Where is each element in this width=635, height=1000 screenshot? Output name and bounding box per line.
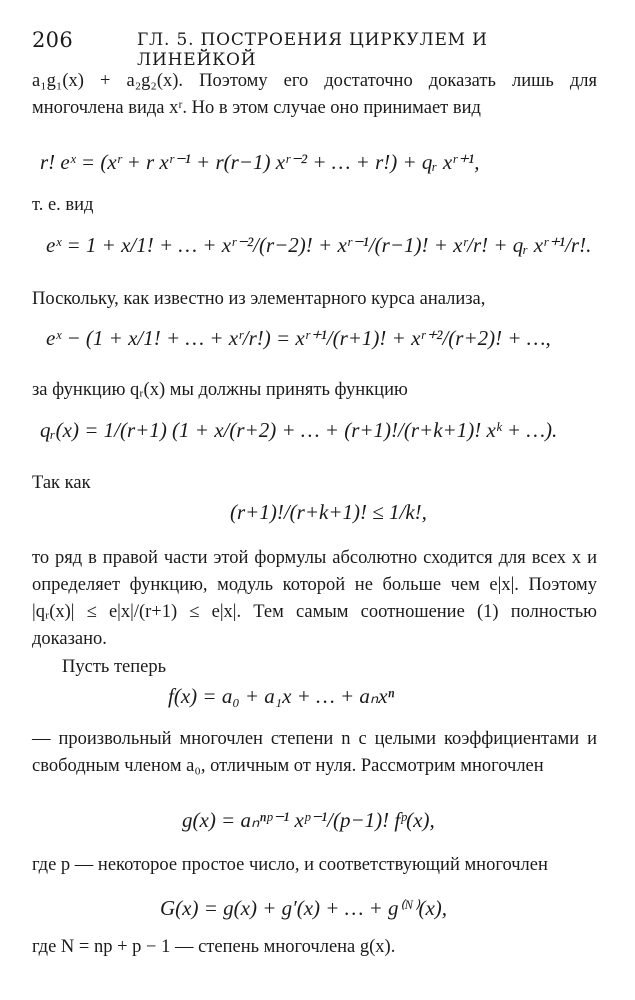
- page-number: 206: [32, 28, 73, 52]
- paragraph-9: где p — некоторое простое число, и соответствующий многочлен: [32, 855, 548, 875]
- equation-1: r! eˣ = (xʳ + r xʳ⁻¹ + r(r−1) xʳ⁻² + … + r!) + qᵣ xʳ⁺¹,: [40, 150, 480, 174]
- running-title: ГЛ. 5. ПОСТРОЕНИЯ ЦИРКУЛЕМ И ЛИНЕЙКОЙ: [137, 30, 488, 70]
- paragraph-3: Поскольку, как известно из элементарного курса анализа,: [32, 289, 486, 309]
- equation-6: f(x) = a₀ + a₁x + … + aₙxⁿ: [168, 684, 395, 708]
- equation-8: G(x) = g(x) + g′(x) + … + g⁽ᴺ⁾(x),: [160, 896, 448, 920]
- paragraph-8: — произвольный многочлен степени n с целыми коэффициентами и свободным членом a₀, отличным от нуля. Рассмотрим многочлен: [32, 729, 597, 776]
- equation-4: qᵣ(x) = 1/(r+1) (1 + x/(r+2) + … + (r+1)!/(r+k+1)! xᵏ + …).: [40, 418, 558, 442]
- paragraph-7: Пусть теперь: [62, 657, 167, 677]
- equation-7: g(x) = aₙⁿᵖ⁻¹ xᵖ⁻¹/(p−1)! fᵖ(x),: [182, 808, 435, 832]
- paragraph-2: т. е. вид: [32, 195, 94, 215]
- paragraph-6: то ряд в правой части этой формулы абсолютно сходится для всех x и определяет функцию, модуль которой не больше чем e|x|. Поэтому |qᵣ(x)| ≤ e|x|/(r+1) ≤ e|x|. Тем самым соотношение (1) полностью доказано.: [32, 548, 597, 649]
- equation-3: eˣ − (1 + x/1! + … + xʳ/r!) = xʳ⁺¹/(r+1)! + xʳ⁺²/(r+2)! + …,: [46, 326, 551, 350]
- paragraph-1: a₁g₁(x) + a₂g₂(x). Поэтому его достаточно доказать лишь для многочлена вида xʳ. Но в этом случае оно принимает вид: [32, 71, 597, 118]
- paragraph-10: где N = np + p − 1 — степень многочлена g(x).: [32, 937, 396, 957]
- equation-5: (r+1)!/(r+k+1)! ≤ 1/k!,: [230, 500, 427, 524]
- paragraph-4: за функцию qᵣ(x) мы должны принять функцию: [32, 380, 408, 400]
- equation-2: eˣ = 1 + x/1! + … + xʳ⁻²/(r−2)! + xʳ⁻¹/(r−1)! + xʳ/r! + qᵣ xʳ⁺¹/r!.: [46, 233, 592, 257]
- paragraph-5: Так как: [32, 473, 91, 493]
